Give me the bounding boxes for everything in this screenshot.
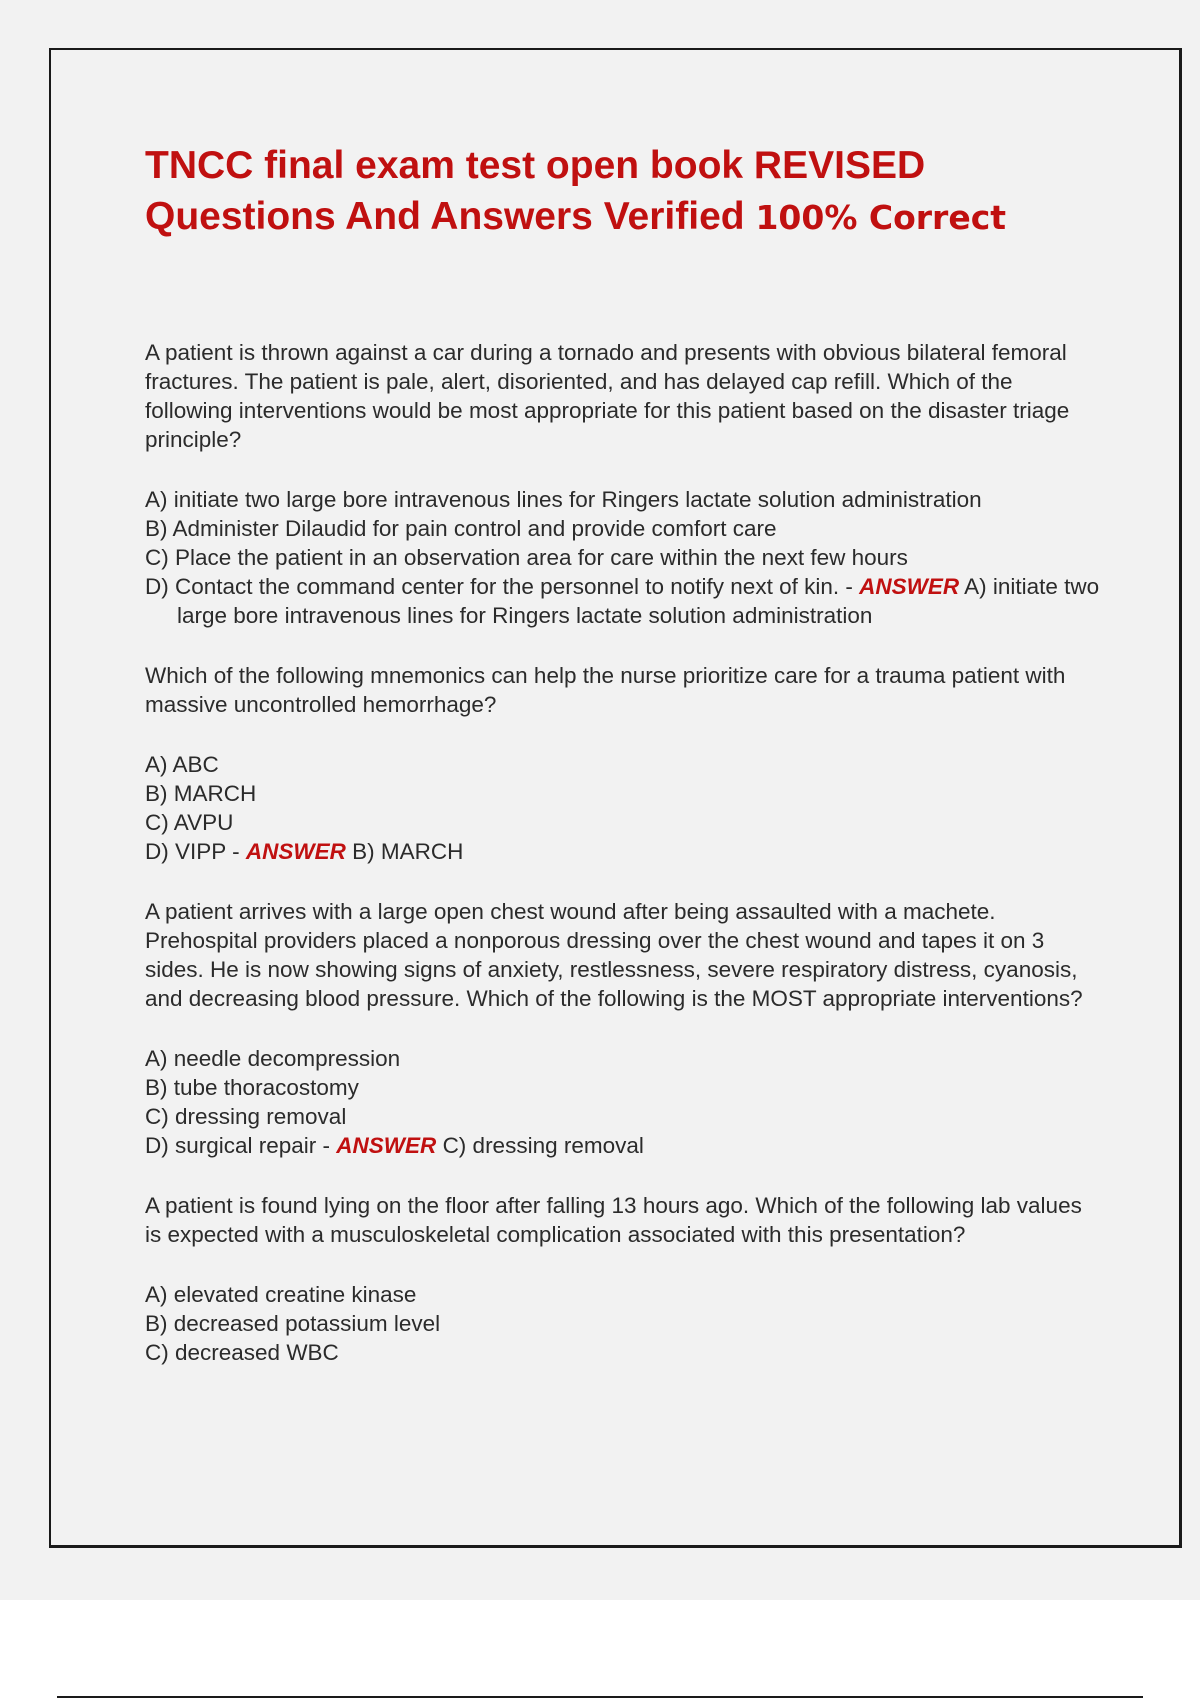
title-line-2: Questions And Answers Verified xyxy=(145,195,745,238)
questions-section xyxy=(145,338,1100,1398)
answer-text: B) MARCH xyxy=(352,839,464,864)
option-d-text: D) Contact the command center for the personnel to notify next of kin. - xyxy=(145,574,860,599)
option-c: C) decreased WBC xyxy=(145,1340,339,1365)
question-block-1 xyxy=(145,338,1100,630)
options-list xyxy=(145,485,1100,630)
answer-label: ANSWER xyxy=(336,1133,437,1158)
question-text: A patient is found lying on the floor after falling 13 hours ago. Which of the following lab values is expected with a musculoskeletal complication associated with this presentation? xyxy=(145,1193,1082,1247)
option-c: C) AVPU xyxy=(145,810,234,835)
option-b: B) Administer Dilaudid for pain control and provide comfort care xyxy=(145,516,777,541)
answer-text: A) initiate two large bore intravenous lines for Ringers lactate solution administration xyxy=(177,574,1100,628)
question-text: A patient is thrown against a car during a tornado and presents with obvious bilateral femoral fractures. The patient is pale, alert, disoriented, and has delayed cap refill. Which of the following interventions would be most appropriate for this patient based on the disaster triage principle? xyxy=(145,340,1070,452)
option-d xyxy=(145,1131,1100,1160)
option-d xyxy=(145,837,1100,866)
answer-text: C) dressing removal xyxy=(442,1133,644,1158)
question-block-3 xyxy=(145,897,1100,1160)
option-c: C) Place the patient in an observation area for care within the next few hours xyxy=(145,545,908,570)
document-title xyxy=(145,140,1105,243)
option-b: B) tube thoracostomy xyxy=(145,1075,359,1100)
option-d-text: D) surgical repair - xyxy=(145,1133,337,1158)
title-suffix: 100% Correct xyxy=(755,198,1007,237)
answer-label: ANSWER xyxy=(859,574,960,599)
question-block-4 xyxy=(145,1191,1100,1367)
question-text: A patient arrives with a large open chest wound after being assaulted with a machete. Prehospital providers placed a nonporous dressing over the chest wound and tapes it on 3 sides. He is now showing signs of anxiety, restlessness, severe respiratory distress, cyanosis, and decreasing blood pressure. Which of the following is the MOST appropriate interventions? xyxy=(145,899,1083,1011)
options-list xyxy=(145,750,1100,866)
option-a: A) needle decompression xyxy=(145,1046,401,1071)
option-a: A) initiate two large bore intravenous lines for Ringers lactate solution administration xyxy=(145,487,982,512)
option-d-text: D) VIPP - xyxy=(145,839,246,864)
question-block-2 xyxy=(145,661,1100,866)
question-text: Which of the following mnemonics can help the nurse prioritize care for a trauma patient with massive uncontrolled hemorrhage? xyxy=(145,663,1066,717)
option-a: A) elevated creatine kinase xyxy=(145,1282,417,1307)
option-b: B) MARCH xyxy=(145,781,257,806)
option-b: B) decreased potassium level xyxy=(145,1311,441,1336)
footer-divider xyxy=(57,1696,1143,1698)
option-d xyxy=(145,572,1100,630)
option-c: C) dressing removal xyxy=(145,1104,347,1129)
answer-label: ANSWER xyxy=(245,839,346,864)
title-line-1: TNCC final exam test open book REVISED xyxy=(145,144,926,187)
options-list xyxy=(145,1044,1100,1160)
options-list xyxy=(145,1280,1100,1367)
option-a: A) ABC xyxy=(145,752,219,777)
